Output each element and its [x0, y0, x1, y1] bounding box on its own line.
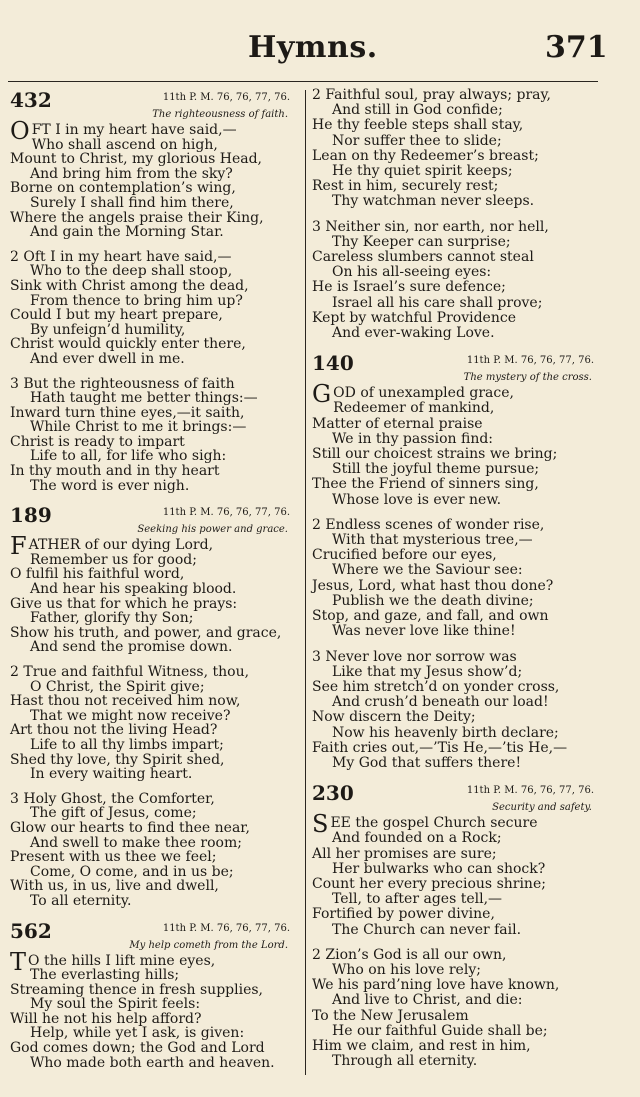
verse-line: Christ is ready to impart [10, 433, 185, 450]
hymn-number: 562 [10, 918, 52, 943]
stanza [10, 250, 298, 367]
verse-text: EE the gospel Church secure [330, 815, 538, 832]
stanza [312, 220, 602, 342]
drop-cap: G [312, 380, 332, 409]
verse-line: With us, in us, live and dwell, [10, 878, 219, 895]
verse-line: Now discern the Deity; [312, 709, 476, 726]
verse-line: 3 Never love nor sorrow was [312, 648, 517, 665]
stanza [312, 380, 602, 508]
verse-line: 3 Holy Ghost, the Comforter, [10, 790, 215, 807]
verse-line: The gift of Jesus, come; [30, 805, 197, 822]
verse-line: Thy Keeper can surprise; [332, 233, 511, 250]
verse-line: Careless slumbers cannot steal [312, 249, 534, 266]
stanza [10, 532, 298, 656]
verse-line: Thy watchman never sleeps. [332, 193, 535, 210]
stanza [10, 947, 298, 1071]
verse-line: Redeemer of mankind, [333, 400, 495, 417]
verse-line: Who shall ascend on high, [31, 136, 218, 153]
hymn [312, 88, 602, 341]
column-divider [305, 90, 306, 1075]
verse-line: And gain the Morning Star. [30, 224, 224, 241]
hymn-meter: 11th P. M. 76, 76, 77, 76. [162, 92, 290, 103]
verse-line: Hath taught me better things:— [30, 390, 258, 407]
verse-line: And swell to make thee room; [30, 834, 242, 851]
verse-line: He our faithful Guide shall be; [332, 1022, 548, 1039]
verse-line: Give us that for which he prays: [10, 595, 238, 612]
hymn-meter: 11th P. M. 76, 76, 77, 76. [466, 785, 594, 797]
verse-line: Who to the deep shall stoop, [30, 263, 233, 280]
verse-line: O fulfil his faithful word, [10, 566, 185, 583]
hymn [312, 351, 602, 771]
verse-line: Kept by watchful Providence [312, 309, 516, 326]
verse-line: The everlasting hills; [30, 967, 180, 984]
hymn-meter: 11th P. M. 76, 76, 77, 76. [466, 355, 594, 367]
hymn-header [10, 503, 298, 528]
verse-line: Still our choicest strains we bring; [312, 446, 558, 463]
verse-line: And ever-waking Love. [332, 325, 495, 342]
verse-line: Through all eternity. [332, 1053, 478, 1070]
verse-line: Stop, and gaze, and fall, and own [312, 608, 549, 625]
verse-line: Her bulwarks who can shock? [332, 860, 546, 877]
verse-line: With that mysterious tree,— [332, 532, 533, 549]
verse-line: And bring him from the sky? [30, 165, 233, 182]
hymn-subtitle: Security and safety. [492, 802, 592, 814]
hymn-number: 140 [312, 351, 354, 376]
verse-line: He thy quiet spirit keeps; [332, 163, 513, 180]
verse-line: Whose love is ever new. [332, 491, 502, 508]
stanza [10, 665, 298, 782]
page-title: Hymns. [248, 30, 378, 65]
stanza [312, 650, 602, 772]
verse-line: Lean on thy Redeemer’s breast; [312, 147, 539, 164]
verse-line: 2 Faithful soul, pray always; pray, [312, 87, 551, 103]
verse-line: Tell, to after ages tell,— [332, 891, 503, 908]
verse-line: From thence to bring him up? [30, 292, 243, 309]
verse-line: Still the joyful theme pursue; [332, 461, 540, 478]
verse-line: The word is ever nigh. [30, 477, 190, 494]
stanza [10, 117, 298, 241]
verse-line: Faith cries out,—’Tis He,—’tis He,— [312, 739, 568, 756]
drop-cap: F [10, 532, 27, 561]
verse-line: Life to all, for life who sigh: [30, 448, 227, 465]
verse-line: Sink with Christ among the dead, [10, 277, 249, 294]
verse-line: Borne on contemplation’s wing, [10, 180, 236, 197]
verse-line: Rest in him, securely rest; [312, 178, 499, 195]
page-header [0, 30, 640, 76]
verse-line: Christ would quickly enter there, [10, 336, 246, 353]
header-rule [8, 81, 598, 82]
verse-line: And founded on a Rock; [332, 830, 502, 847]
hymn-number: 189 [10, 503, 52, 528]
verse-line: And crush’d beneath our load! [332, 694, 549, 711]
verse-line: To the New Jerusalem [312, 1007, 469, 1024]
verse-line: On his all-seeing eyes: [332, 264, 492, 281]
verse-line: Like that my Jesus show’d; [332, 663, 523, 680]
verse-line: Now his heavenly birth declare; [332, 724, 559, 741]
page-number: 371 [545, 30, 608, 65]
verse-line: Come, O come, and in us be; [30, 863, 234, 880]
verse-line: Mount to Christ, my glorious Head, [10, 151, 262, 168]
verse-line: Who made both earth and heaven. [30, 1054, 275, 1071]
verse-line: Fortified by power divine, [312, 906, 495, 923]
stanza [10, 377, 298, 494]
verse-line: In thy mouth and in thy heart [10, 463, 220, 480]
stanza [312, 948, 602, 1070]
drop-cap: O [10, 117, 30, 145]
hymn-subtitle: The righteousness of faith. [152, 109, 288, 120]
verse-line: Nor suffer thee to slide; [332, 132, 502, 149]
verse-line: He thy feeble steps shall stay, [312, 117, 524, 134]
hymn-number: 230 [312, 781, 354, 806]
verse-text: O the hills I lift mine eyes, [28, 952, 216, 969]
verse-line: 2 True and faithful Witness, thou, [10, 664, 250, 680]
verse-line: Remember us for good; [30, 551, 197, 568]
verse-line: Publish we the death divine; [332, 592, 534, 609]
verse-line: Matter of eternal praise [312, 415, 483, 432]
verse-line: Israel all his care shall prove; [332, 294, 543, 311]
hymn [10, 919, 298, 1071]
stanza [312, 88, 602, 210]
stanza [312, 518, 602, 640]
verse-line: In every waiting heart. [30, 766, 193, 783]
stanza [10, 792, 298, 909]
verse-text: OD of unexampled grace, [333, 385, 514, 402]
verse-line: Help, while yet I ask, is given: [30, 1025, 245, 1042]
verse-line: And live to Christ, and die: [332, 992, 523, 1009]
verse-line: He is Israel’s sure defence; [312, 279, 506, 296]
verse-line: Was never love like thine! [332, 623, 516, 640]
verse-line: Shed thy love, thy Spirit shed, [10, 751, 225, 768]
hymn [312, 781, 602, 1069]
verse-line: My soul the Spirit feels: [30, 996, 201, 1013]
verse-line: And hear his speaking blood. [30, 581, 237, 598]
verse-line: Thee the Friend of sinners sing, [312, 476, 539, 493]
drop-cap: T [10, 947, 27, 976]
verse-line: 3 Neither sin, nor earth, nor hell, [312, 218, 549, 235]
verse-line: And still in God confide; [332, 102, 503, 119]
verse-line: We his pard’ning love have known, [312, 977, 560, 994]
verse-line: Life to all thy limbs impart; [30, 736, 224, 753]
verse-line: Will he not his help afford? [10, 1010, 202, 1027]
verse-line: Present with us thee we feel; [10, 849, 217, 866]
verse-line: Streaming thence in fresh supplies, [10, 981, 263, 998]
verse-line: O Christ, the Spirit give; [30, 678, 205, 695]
verse-line: And send the promise down. [30, 639, 233, 656]
drop-cap: S [312, 810, 329, 839]
verse-line: Where we the Saviour see: [332, 562, 523, 579]
verse-line: And ever dwell in me. [30, 350, 185, 367]
verse-line: Count her every precious shrine; [312, 875, 546, 892]
verse-line: Art thou not the living Head? [10, 722, 218, 739]
verse-line: Where the angels praise their King, [10, 209, 264, 226]
verse-line: 2 Endless scenes of wonder rise, [312, 516, 545, 533]
hymn [10, 88, 298, 493]
verse-line: Could I but my heart prepare, [10, 307, 223, 324]
verse-line: That we might now receive? [30, 707, 231, 724]
verse-line: Crucified before our eyes, [312, 547, 497, 564]
hymn-number: 432 [10, 88, 52, 112]
verse-line: Father, glorify thy Son; [30, 610, 194, 627]
hymn-header [10, 918, 298, 943]
verse-line: All her promises are sure; [312, 845, 497, 862]
hymn-header [312, 781, 602, 806]
hymn-meter: 11th P. M. 76, 76, 77, 76. [162, 922, 290, 934]
hymn-header [312, 351, 602, 376]
verse-line: Who on his love rely; [332, 961, 481, 978]
verse-line: Him we claim, and rest in him, [312, 1037, 531, 1054]
verse-line: See him stretch’d on yonder cross, [312, 678, 560, 695]
verse-line: God comes down; the God and Lord [10, 1040, 265, 1057]
stanza [312, 810, 602, 938]
hymn-header [10, 88, 298, 112]
hymn-meter: 11th P. M. 76, 76, 77, 76. [162, 507, 290, 519]
hymn-subtitle: Seeking his power and grace. [137, 524, 288, 536]
hymn [10, 503, 298, 908]
hymn-subtitle: My help cometh from the Lord. [129, 939, 288, 951]
verse-line: 3 But the righteousness of faith [10, 375, 235, 392]
verse-line: Jesus, Lord, what hast thou done? [312, 577, 554, 594]
verse-line: The Church can never fail. [332, 921, 522, 938]
verse-line: While Christ to me it brings:— [30, 419, 247, 436]
verse-line: By unfeign’d humility, [30, 321, 186, 338]
verse-line: Surely I shall find him there, [30, 194, 234, 211]
verse-line: Inward turn thine eyes,—it saith, [10, 404, 245, 421]
right-column [312, 88, 602, 1079]
hymn-subtitle: The mystery of the cross. [463, 372, 592, 384]
verse-line: 2 Zion’s God is all our own, [312, 946, 507, 963]
verse-line: Show his truth, and power, and grace, [10, 624, 282, 641]
verse-line: To all eternity. [30, 892, 132, 909]
verse-line: Glow our hearts to find thee near, [10, 819, 250, 836]
verse-line: 2 Oft I in my heart have said,— [10, 248, 232, 265]
verse-text: ATHER of our dying Lord, [28, 537, 214, 554]
verse-line: We in thy passion find: [332, 430, 494, 447]
verse-line: My God that suffers there! [332, 754, 522, 771]
left-column [10, 88, 298, 1080]
verse-text: FT I in my heart have said,— [31, 122, 237, 138]
verse-line: Hast thou not received him now, [10, 693, 241, 710]
